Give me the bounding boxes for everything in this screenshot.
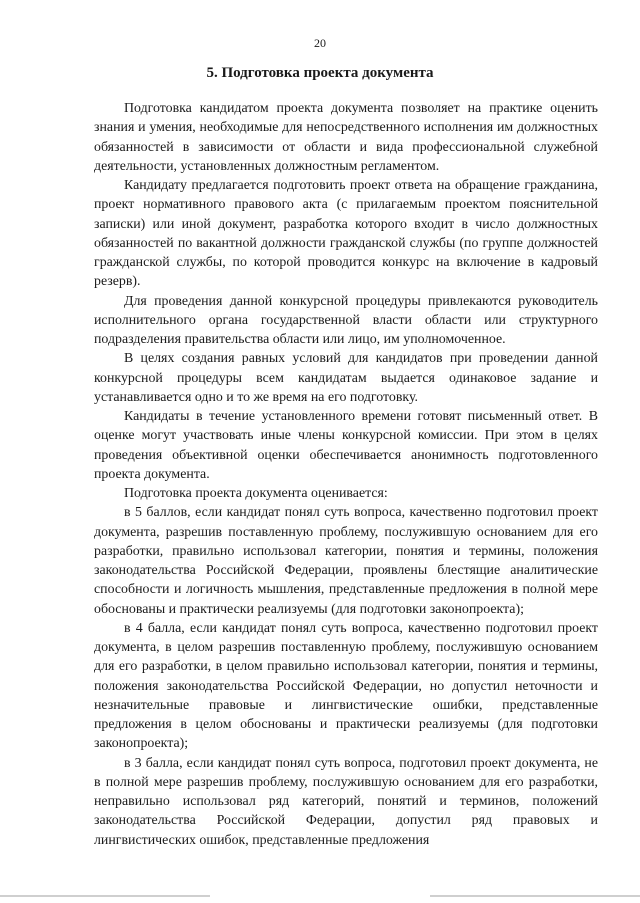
body-text — [94, 99, 598, 850]
paragraph-score-3: в 3 балла, если кандидат понял суть вопроса, подготовил проект документа, не в полной мере разрешив проблему, послужившую основанием для его разработки, неправильно использовал ряд категорий, понятий и терминов, положений законодательства Российской Федерации, допустил ряд правовых и лингвистических ошибок, представленные предложения — [94, 755, 598, 848]
paragraph-written-answer: Кандидаты в течение установленного времени готовят письменный ответ. В оценке могут участвовать иные члены конкурсной комиссии. При этом в целях проведения объективной оценки обеспечивается анонимность подготовленного проекта документа. — [94, 409, 598, 482]
page-number: 20 — [314, 36, 326, 50]
paragraph-participants: Для проведения данной конкурсной процедуры привлекаются руководитель исполнительного органа государственной власти области или структурного подразделения правительства области или лицо, им уполномоченное. — [94, 293, 598, 347]
scan-edge-right — [430, 895, 640, 897]
paragraph-task-description: Кандидату предлагается подготовить проект ответа на обращение гражданина, проект нормативного правового акта (с прилагаемым проектом пояснительной записки) или иной документ, разработка которого входит в число должностных обязанностей по вакантной должности гражданской службы (по группе должностей гражданской службы, по которой проводится конкурс на включение в кадровый резерв). — [94, 178, 598, 290]
scan-edge-left — [0, 895, 210, 897]
paragraph-score-4: в 4 балла, если кандидат понял суть вопроса, качественно подготовил проект документа, в целом разрешив поставленную проблему, послужившую основанием для его разработки, в целом правильно использовал категории, понятия и термины, положения законодательства Российской Федерации, но допустил неточности и незначительные правовые и лингвистические ошибки, представленные предложения в целом обоснованы и практически реализуемы (для подготовки законопроекта); — [94, 620, 598, 752]
section-heading: 5. Подготовка проекта документа — [206, 65, 434, 81]
paragraph-evaluation-intro: Подготовка проекта документа оценивается: — [124, 486, 388, 501]
paragraph-score-5: в 5 баллов, если кандидат понял суть вопроса, качественно подготовил проект документа, разрешив поставленную проблему, послужившую основанием для его разработки, правильно использовал категории, понятия и термины, положения законодательства Российской Федерации, проявлены блестящие аналитические способности и логичность мышления, представленные предложения в полной мере обоснованы и практически реализуемы (для подготовки законопроекта); — [94, 505, 598, 617]
paragraph-purpose: Подготовка кандидатом проекта документа позволяет на практике оценить знания и умения, необходимые для непосредственного исполнения им должностных обязанностей в зависимости от области и вида профессиональной служебной деятельности, установленных должностным регламентом. — [94, 101, 598, 174]
paragraph-equal-conditions: В целях создания равных условий для кандидатов при проведении данной конкурсной процедуры всем кандидатам выдается одинаковое задание и устанавливается одно и то же время на его подготовку. — [94, 351, 598, 405]
